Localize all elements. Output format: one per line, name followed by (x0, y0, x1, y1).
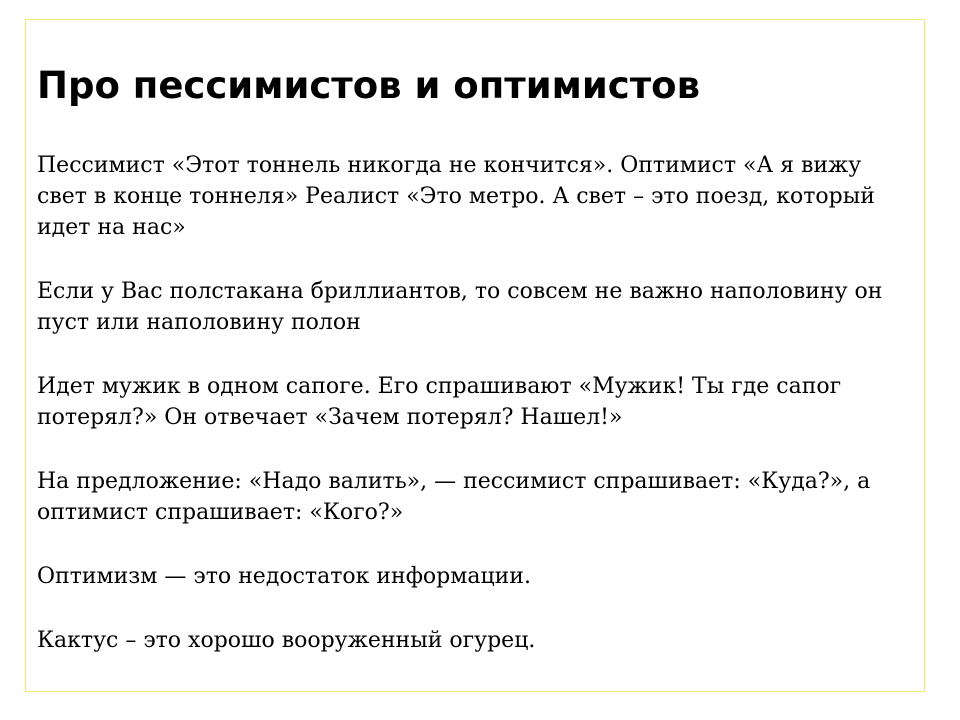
paragraph-optimism-quote: Оптимизм — это недостаток информации. (37, 564, 531, 589)
paragraph-diamonds-joke: Если у Вас полстакана бриллиантов, то совсем не важно наполовину он пуст или наполовину полон (37, 279, 883, 335)
paragraph-boot-joke: Идет мужик в одном сапоге. Его спрашивают «Мужик! Ты где сапог потерял?» Он отвечает «Зачем потерял? Нашел!» (37, 374, 842, 430)
paragraph-cactus-quote: Кактус – это хорошо вооруженный огурец. (37, 628, 536, 653)
slide-body (37, 150, 909, 656)
paragraph-tunnel-joke: Пессимист «Этот тоннель никогда не кончится». Оптимист «А я вижу свет в конце тоннеля» Реалист «Это метро. А свет – это поезд, который идет на нас» (37, 153, 875, 240)
slide-title: Про пессимистов и оптимистов (37, 64, 701, 107)
paragraph-leave-joke: На предложение: «Надо валить», — пессимист спрашивает: «Куда?», а оптимист спрашивает: «Кого?» (37, 469, 871, 525)
